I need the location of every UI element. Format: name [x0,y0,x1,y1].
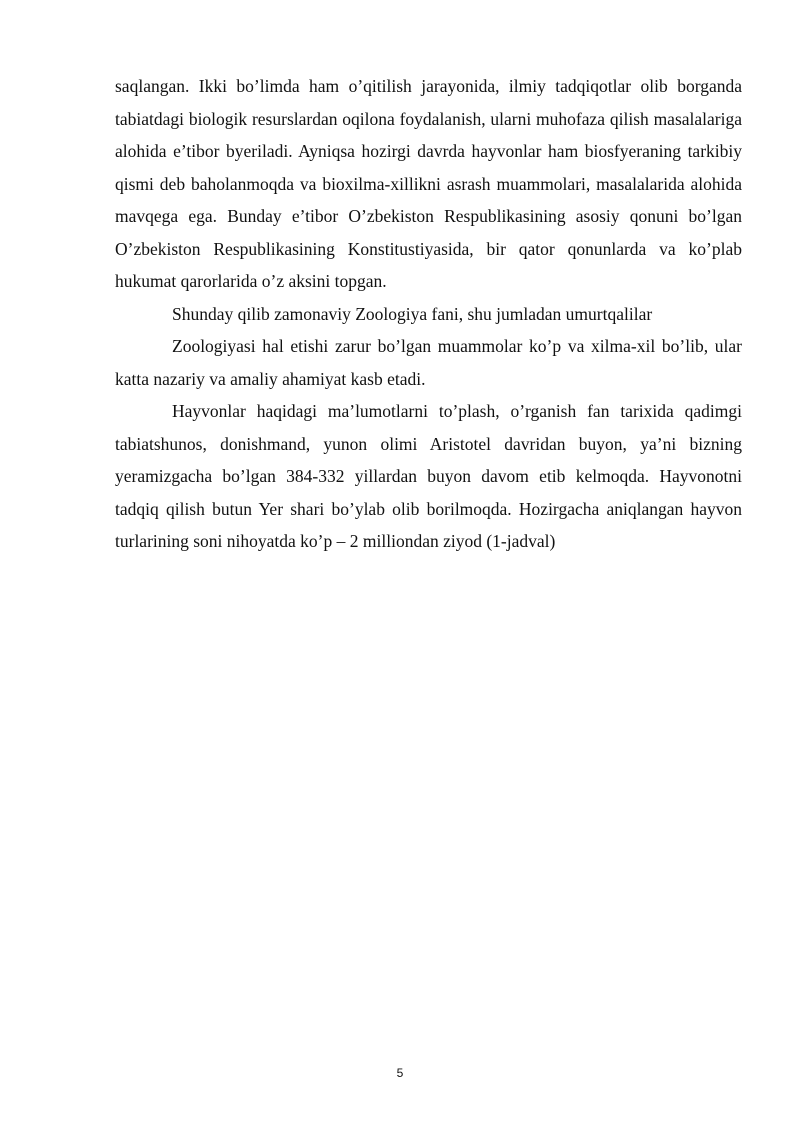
paragraph-zoology-problems: Zoologiyasi hal etishi zarur bo’lgan muammolar ko’p va xilma-xil bo’lib, ular katta nazariy va amaliy ahamiyat kasb etadi. [115,336,742,389]
paragraph-history: Hayvonlar haqidagi ma’lumotlarni to’plash, o’rganish fan tarixida qadimgi tabiatshunos, donishmand, yunon olimi Aristotel davridan buyon, ya’ni bizning yeramizgacha bo’lgan 384-332 yillardan buyon davom etib kelmoqda. Hayvonotni tadqiq qilish butun Yer shari bo’ylab olib borilmoqda. Hozirgacha aniqlangan hayvon turlarining soni nihoyatda ko’p – 2 milliondan ziyod (1-jadval) [115,401,742,551]
paragraph-continuation: saqlangan. Ikki bo’limda ham o’qitilish jarayonida, ilmiy tadqiqotlar olib borganda tabiatdagi biologik resurslardan oqilona foydalanish, ularni muhofaza qilish masalalariga alohida e’tibor byeriladi. Ayniqsa hozirgi davrda hayvonlar ham biosfyeraning tarkibiy qismi deb baholanmoqda va bioxilma-xillikni asrash muammolari, masalalarida alohida mavqega ega. Bunday e’tibor O’zbekiston Respublikasining asosiy qonuni bo’lgan O’zbekiston Respublikasining Konstitustiyasida, bir qator qonunlarda va ko’plab hukumat qarorlarida o’z aksini topgan. [115,76,742,291]
body-text [115,70,742,558]
paragraph-intro-line: Shunday qilib zamonaviy Zoologiya fani, shu jumladan umurtqalilar [172,303,653,324]
page-number: 5 [396,1066,404,1080]
